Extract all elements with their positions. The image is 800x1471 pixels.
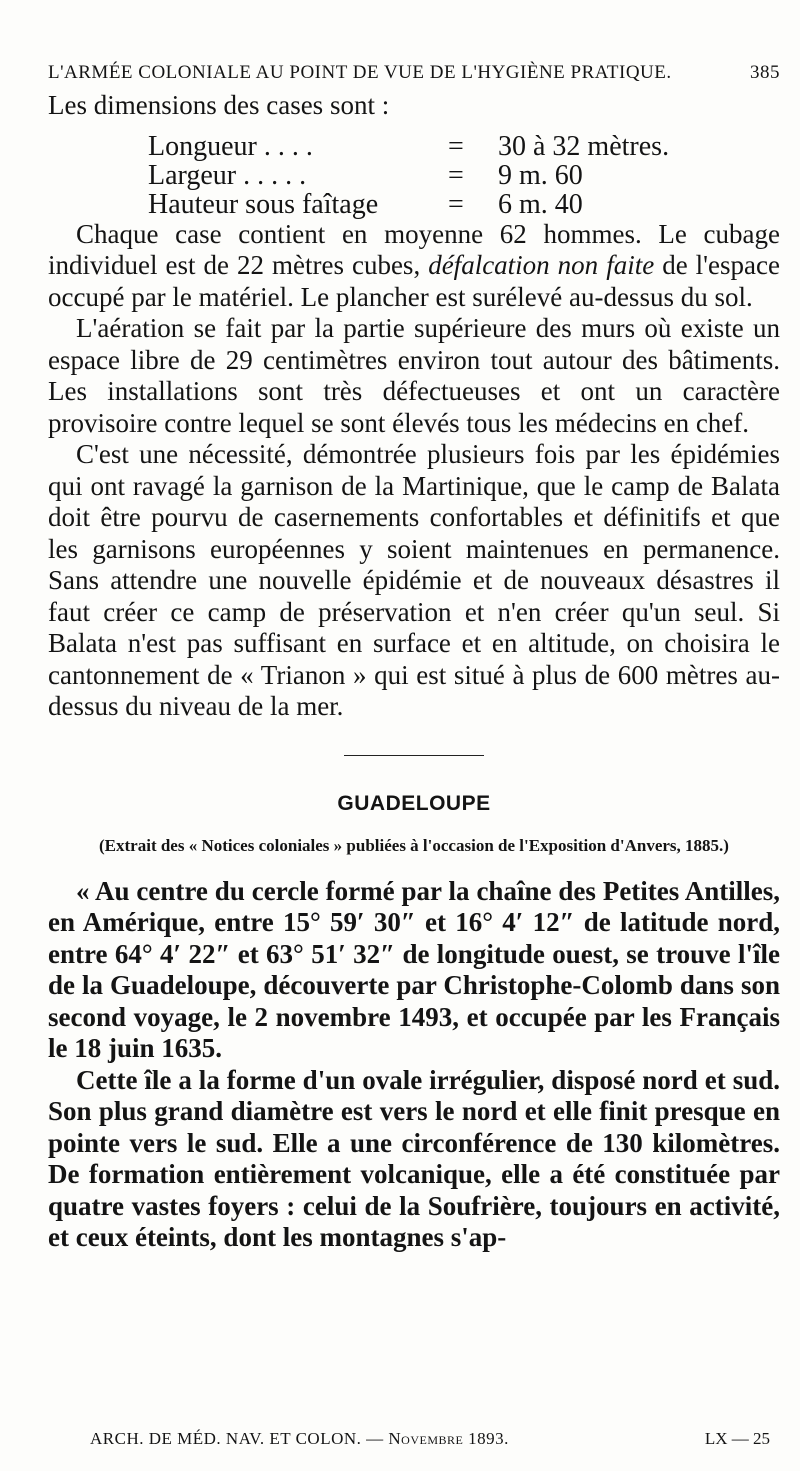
section-divider	[344, 755, 484, 756]
italic-phrase: défalcation non faite	[428, 250, 655, 280]
footer-signature: LX — 25	[704, 1429, 770, 1448]
page-number: 385	[750, 62, 780, 83]
page-footer	[90, 1429, 770, 1449]
footer-journal: ARCH. DE MÉD. NAV. ET COLON.	[90, 1429, 362, 1448]
quoted-notice	[48, 876, 780, 1254]
paragraph-balata: C'est une nécessité, démontrée plusieurs fois par les épidémies qui ont ravagé la garnison de la Martinique, que le camp de Balata doit être pourvu de casernements confortables et définitifs et que les garnisons européennes y soient maintenues en permanence. Sans attendre une nouvelle épidémie et de nouveaux désastres il faut créer ce camp de préservation et n'en créer qu'un seul. Si Balata n'est pas suffisant en surface et en altitude, on choisira le cantonnement de « Trianon » qui est situé à plus de 600 mètres au-dessus du niveau de la mer.	[48, 439, 780, 721]
dimensions-table	[148, 132, 780, 219]
paragraph-location: « Au centre du cercle formé par la chaîne des Petites Antilles, en Amérique, entre 15° 59′ 30″ et 16° 4′ 12″ de latitude nord, entre 64° 4′ 22″ et 63° 51′ 32″ de longitude ouest, se trouve l'île de la Guadeloupe, découverte par Christophe-Colomb dans son second voyage, le 2 novembre 1493, et occupée par les Français le 18 juin 1635.	[48, 875, 780, 1063]
intro-line: Les dimensions des cases sont :	[48, 90, 390, 120]
running-head	[48, 56, 780, 90]
dimension-row-height: Hauteur sous faîtage = 6 m. 40	[148, 188, 583, 220]
dimension-row-width: Largeur . . . . . = 9 m. 60	[148, 159, 583, 191]
running-head-title: L'ARMÉE COLONIALE AU POINT DE VUE DE L'HYGIÈNE PRATIQUE.	[48, 62, 672, 83]
paragraph-shape: Cette île a la forme d'un ovale irrégulier, disposé nord et sud. Son plus grand diamètre est vers le nord et elle finit presque en pointe vers le sud. Elle a une circonférence de 130 kilomètres. De formation entièrement volcanique, elle a été constituée par quatre vastes foyers : celui de la Soufrière, toujours en activité, et ceux éteints, dont les montagnes s'ap-	[48, 1064, 780, 1252]
footer-date: — Novembre 1893.	[366, 1429, 509, 1448]
paragraph-aeration: L'aération se fait par la partie supérieure des murs où existe un espace libre de 29 centimètres environ tout autour des bâtiments. Les installations sont très défectueuses et ont un caractère provisoire contre lequel se sont élevés tous les médecins en chef.	[48, 313, 780, 438]
section-title: GUADELOUPE	[337, 791, 491, 815]
section-source: (Extrait des « Notices coloniales » publiées à l'occasion de l'Exposition d'Anvers, 1885.)	[99, 835, 729, 855]
dimension-row-length: Longueur . . . . = 30 à 32 mètres.	[148, 130, 670, 162]
page	[48, 56, 780, 1254]
paragraph-cubage: Chaque case contient en moyenne 62 hommes. Le cubage individuel est de 22 mètres cubes, défalcation non faite de l'espace occupé par le matériel. Le plancher est surélevé au-dessus du sol.	[48, 218, 780, 312]
